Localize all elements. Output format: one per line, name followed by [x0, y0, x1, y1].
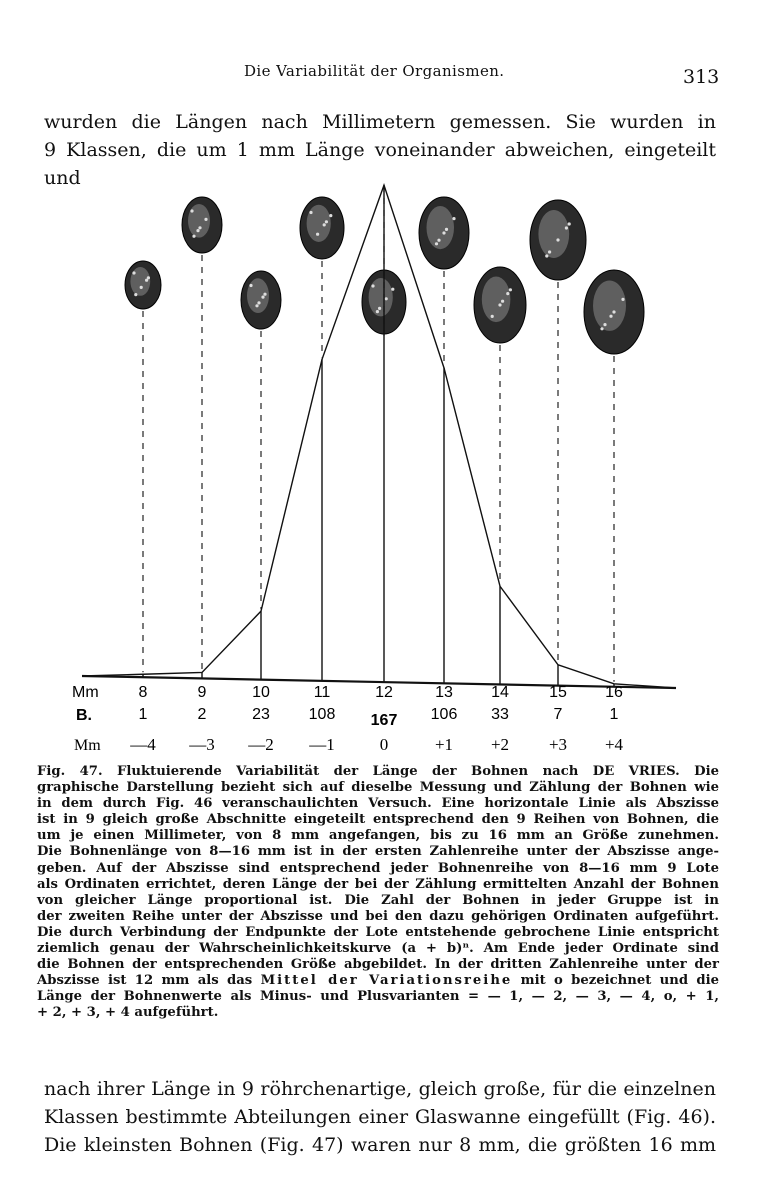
bean-speckle [621, 298, 624, 301]
bean-speckle [509, 288, 512, 291]
bean-speckle [498, 303, 501, 306]
count-label: 33 [491, 706, 509, 723]
bean-speckle [568, 222, 571, 225]
x-tick-label: 16 [605, 684, 623, 701]
bean-speckle [545, 254, 548, 257]
bottom-paragraph [44, 1075, 716, 1159]
caption-line: graphische Darstellung bezieht sich auf dieselbe Messung und Zählung der Bohnen wie [37, 780, 719, 796]
x-tick-label: 8 [138, 684, 148, 701]
bean-speckle [140, 286, 143, 289]
caption-line: Die durch Verbindung der Endpunkte der Lote entstehende gebrochene Linie entspricht [37, 924, 719, 940]
text-line: nach ihrer Länge in 9 röhrchenartige, gleich große, für die einzelnen [44, 1078, 716, 1100]
count-label: 2 [197, 706, 207, 723]
count-label: 1 [609, 706, 619, 723]
bean-speckle [600, 327, 603, 330]
bean-speckle [556, 238, 559, 241]
text-line: Klassen bestimmte Abteilungen einer Glaswanne eingefüllt (Fig. 46). [44, 1106, 716, 1128]
bean-highlight [538, 210, 569, 258]
caption-spaced-text: Mittel der Variationsreihe [260, 973, 513, 989]
bean-speckle [371, 284, 374, 287]
bean-speckle [261, 296, 264, 299]
caption-line: als Ordinaten errichtet, deren Länge der bei der Zählung ermittelten Anzahl der Bohnen [37, 876, 719, 892]
count-labels [139, 706, 619, 729]
deviation-label: —3 [189, 735, 215, 754]
caption-line [37, 764, 719, 780]
count-label: 7 [553, 706, 563, 723]
text-line: 9 Klassen, die um 1 mm Länge voneinander abweichen, eingeteilt und [44, 139, 716, 189]
x-tick-label: 9 [197, 684, 207, 701]
caption-line: in dem durch Fig. 46 veranschaulichten Versuch. Eine horizontale Linie als Abszisse [37, 796, 719, 812]
caption-text: Fluktuierende Variabilität der Länge der Bohnen nach DE VRIES. Die [117, 764, 719, 779]
bean-speckle [452, 217, 455, 220]
bean-speckle [506, 292, 509, 295]
bean-speckle [198, 226, 201, 229]
bean-speckle [316, 233, 319, 236]
caption-line: ziemlich genau der Wahrscheinlichkeitskurve (a + b)ⁿ. Am Ende jeder Ordinate sind [37, 941, 719, 957]
bean-highlight [593, 281, 626, 331]
x-tick-label: 11 [313, 684, 331, 701]
bean-speckle [445, 228, 448, 231]
bean-speckle [147, 276, 150, 279]
figure-caption [37, 764, 719, 1022]
bean-highlight [247, 278, 269, 313]
bean-speckle [491, 315, 494, 318]
count-label: 23 [252, 706, 270, 723]
bean-speckle [329, 214, 332, 217]
running-title: Die Variabilität der Organismen. [244, 62, 505, 80]
bean-speckle [190, 209, 193, 212]
deviation-label: —1 [309, 735, 335, 754]
caption-line: Länge der Bohnenwerte als Minus- und Plusvarianten = — 1, — 2, — 3, — 4, o, + 1, [37, 989, 719, 1005]
bean-speckle [385, 297, 388, 300]
caption-line: von gleicher Länge proportional ist. Die Zahl der Bohnen in jeder Gruppe ist in [37, 892, 719, 908]
row-label-mm-dev: Mm [74, 737, 101, 754]
x-tick-label: 14 [491, 684, 509, 701]
bean-speckle [391, 288, 394, 291]
caption-line [37, 973, 719, 989]
deviation-label: —2 [248, 735, 274, 754]
deviation-labels [129, 735, 623, 754]
text-line: wurden die Längen nach Millimetern gemessen. Sie wurden in [44, 111, 716, 133]
bean-speckle [249, 284, 252, 287]
caption-line: Die Bohnenlänge von 8—16 mm ist in der ersten Zahlenreihe unter der Abszisse ange- [37, 844, 719, 860]
bean-speckle [192, 235, 195, 238]
bean-speckle [134, 293, 137, 296]
bean-speckle [255, 304, 258, 307]
bean-speckle [565, 226, 568, 229]
bean-speckle [309, 211, 312, 214]
bean-speckle [548, 250, 551, 253]
deviation-label: —4 [130, 735, 156, 754]
bean-speckle [603, 323, 606, 326]
deviation-label: +1 [434, 735, 454, 754]
deviation-label: +4 [604, 735, 624, 754]
x-tick-label: 12 [375, 684, 393, 701]
bean-speckle [501, 300, 504, 303]
caption-line: + 2, + 3, + 4 aufgeführt. [37, 1005, 219, 1021]
count-label: 108 [308, 706, 336, 723]
bean-speckle [378, 307, 381, 310]
caption-fragment: Abszisse ist 12 mm als das [37, 973, 253, 989]
x-tick-label: 15 [549, 684, 567, 701]
bean-highlight [307, 205, 331, 242]
caption-line: der zweiten Reihe unter der Abszisse und bei den dazu gehörigen Ordinaten aufgeführt. [37, 908, 719, 924]
count-label: 1 [138, 706, 148, 723]
bean-highlight [427, 206, 455, 249]
bean-speckle [612, 310, 615, 313]
bean-speckle [435, 242, 438, 245]
row-label-b: B. [76, 707, 92, 724]
x-tick-labels [139, 684, 623, 701]
count-label: 167 [370, 712, 398, 729]
caption-line: die Bohnen der entsprechenden Größe abgebildet. In der dritten Zahlenreihe unter der [37, 957, 719, 973]
text-line: Die kleinsten Bohnen (Fig. 47) waren nur 8 mm, die größten 16 mm [44, 1134, 716, 1156]
bean-speckle [132, 271, 135, 274]
bean-speckle [263, 293, 266, 296]
deviation-label: +2 [490, 735, 510, 754]
bean-speckle [376, 310, 379, 313]
bean-speckle [609, 315, 612, 318]
bean-speckle [437, 239, 440, 242]
bean-highlight [369, 278, 393, 316]
bean-highlight [482, 277, 511, 323]
deviation-label: 0 [379, 735, 389, 754]
bean-speckle [325, 220, 328, 223]
deviation-label: +3 [548, 735, 568, 754]
caption-line: um je einen Millimeter, von 8 mm angefangen, bis zu 16 mm an Größe zunehmen. [37, 828, 719, 844]
caption-line: geben. Auf der Abszisse sind entsprechend jeder Bohnenreihe von 8—16 mm 9 Lote [37, 860, 719, 876]
bean-speckle [204, 218, 207, 221]
bean-speckle [323, 223, 326, 226]
x-tick-label: 10 [252, 684, 270, 701]
bean-speckle [257, 301, 260, 304]
page-number: 313 [683, 66, 720, 88]
bean-speckle [442, 231, 445, 234]
caption-fragment: mit o bezeichnet und die [520, 973, 720, 989]
count-label: 106 [430, 706, 458, 723]
bean-speckle [196, 229, 199, 232]
frequency-polyline [82, 185, 676, 688]
caption-line: ist in 9 gleich große Abschnitte eingeteilt entsprechend den 9 Reihen von Bohnen, die [37, 812, 719, 828]
x-tick-label: 13 [435, 684, 453, 701]
fig-label: Fig. 47. [37, 764, 103, 779]
row-label-mm: Mm [72, 684, 99, 701]
